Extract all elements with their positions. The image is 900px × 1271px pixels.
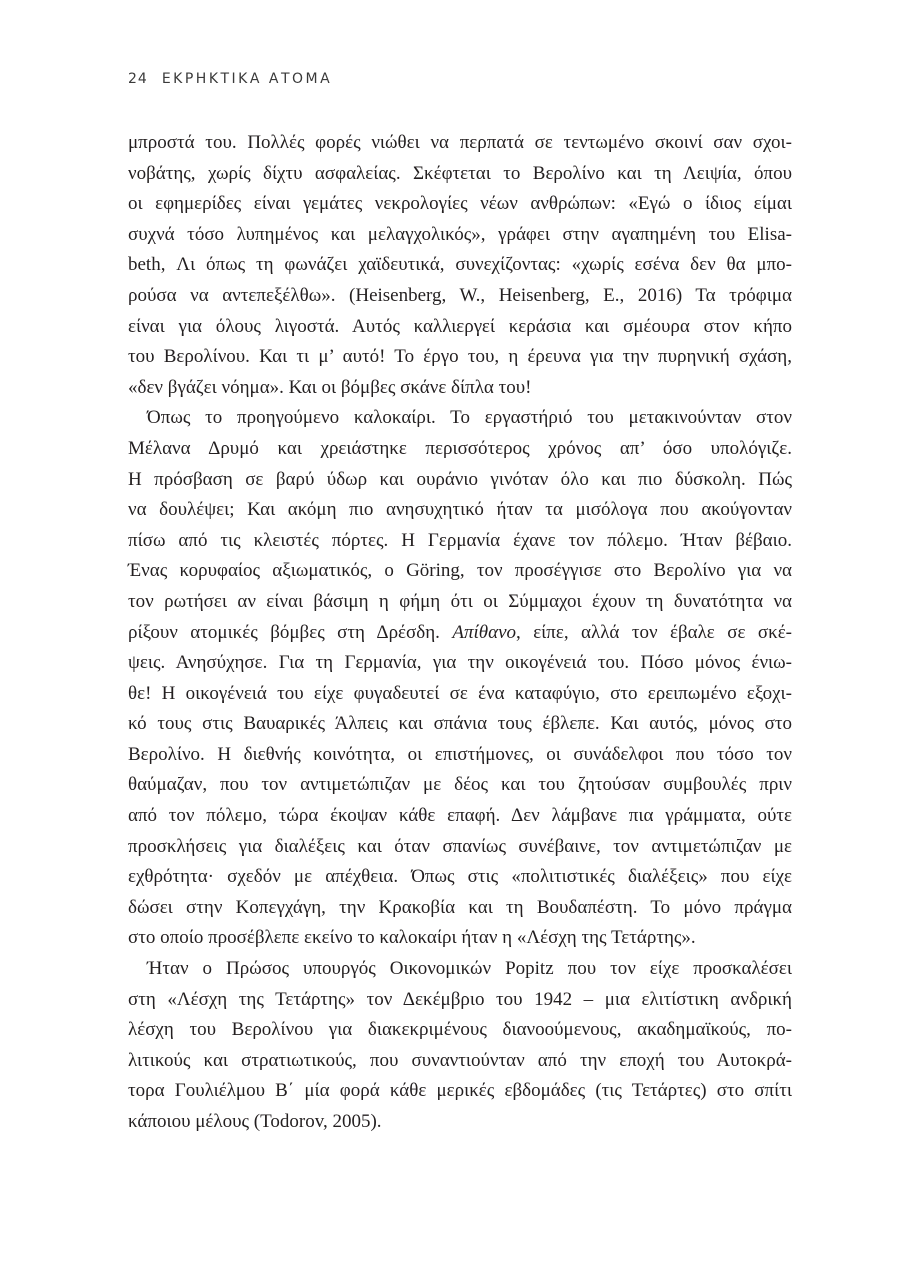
- text-line: λέσχη του Βερολίνου για διακεκριμένους διανοούμενους, ακαδημαϊκούς, πο-: [128, 1019, 792, 1041]
- text-line: ρούσα να αντεπεξέλθω». (Heisenberg, W., Heisenberg, E., 2016) Τα τρόφιμα: [128, 284, 792, 306]
- text-line: προσκλήσεις για διαλέξεις και όταν σπανίως συνέβαινε, τον αντιμετώπιζαν με: [128, 835, 792, 857]
- text-line: «δεν βγάζει νόημα». Και οι βόμβες σκάνε δίπλα του!: [128, 376, 532, 398]
- text-line: κό τους στις Βαυαρικές Άλπεις και σπάνια τους έβλεπε. Και αυτός, μόνος στο: [128, 713, 792, 735]
- text-line: Ένας κορυφαίος αξιωματικός, ο Göring, τον προσέγγισε στο Βερολίνο για να: [128, 560, 792, 582]
- text-line: Όπως το προηγούμενο καλοκαίρι. Το εργαστήριό του μετακινούνταν στον: [147, 407, 792, 429]
- text-line: να δουλέψει; Και ακόμη πιο ανησυχητικό ήταν τα μισόλογα που ακούγονταν: [128, 499, 792, 521]
- text-line: πίσω από τις κλειστές πόρτες. Η Γερμανία έχανε τον πόλεμο. Ήταν βέβαιο.: [128, 529, 792, 551]
- text-line: ψεις. Ανησύχησε. Για τη Γερμανία, για την οικογένειά του. Πόσο μόνος ένιω-: [128, 652, 792, 674]
- text-line: beth, Λι όπως τη φωνάζει χαϊδευτικά, συνεχίζοντας: «χωρίς εσένα δεν θα μπο-: [128, 254, 792, 276]
- text-line: στη «Λέσχη της Τετάρτης» τον Δεκέμβριο του 1942 – μια ελιτίστικη ανδρική: [128, 988, 792, 1010]
- paragraph-1: [128, 128, 792, 403]
- text-line: δώσει στην Κοπεγχάγη, την Κρακοβία και τη Βουδαπέστη. Το μόνο πράγμα: [128, 896, 792, 918]
- text-line: τορα Γουλιέλμου Β΄ μία φορά κάθε μερικές εβδομάδες (τις Τετάρτες) στο σπίτι: [128, 1080, 792, 1102]
- running-head: [128, 71, 332, 87]
- book-title: ΕΚΡΗΚΤΙΚΑ ΑΤΟΜΑ: [161, 71, 333, 87]
- text-line: οι εφημερίδες είναι γεμάτες νεκρολογίες νέων ανθρώπων: «Εγώ ο ίδιος είμαι: [128, 193, 792, 215]
- text-line: θαύμαζαν, που τον αντιμετώπιζαν με δέος και του ζητούσαν συμβουλές πριν: [128, 774, 792, 796]
- text-run: ρίξουν ατομικές βόμβες στη Δρέσδη.: [128, 621, 453, 643]
- text-line: είναι για όλους λιγοστά. Αυτός καλλιεργεί κεράσια και σμέουρα στον κήπο: [128, 315, 792, 337]
- text-line: συχνά τόσο λυπημένος και μελαγχολικός», γράφει στην αγαπημένη του Elisa-: [128, 223, 792, 245]
- page-number: 24: [128, 71, 148, 87]
- text-line: τον ρωτήσει αν είναι βάσιμη η φήμη ότι οι Σύμμαχοι έχουν τη δυνατότητα να: [128, 590, 792, 612]
- text-line: μπροστά του. Πολλές φορές νιώθει να περπατά σε τεντωμένο σκοινί σαν σχοι-: [128, 132, 792, 153]
- text-line: νοβάτης, χωρίς δίχτυ ασφαλείας. Σκέφτεται το Βερολίνο και τη Λειψία, όπου: [128, 162, 792, 184]
- text-line: Βερολίνο. Η διεθνής κοινότητα, οι επιστήμονες, οι συνάδελφοι που τόσο τον: [128, 743, 792, 765]
- text-line: Μέλανα Δρυμό και χρειάστηκε περισσότερος χρόνος απ’ όσο υπολόγιζε.: [128, 437, 792, 459]
- text-line: κάποιου μέλους (Todorov, 2005).: [128, 1111, 382, 1132]
- body-text: [128, 128, 792, 1138]
- paragraph-2: [128, 403, 792, 954]
- text-line-with-italic: [128, 618, 792, 649]
- text-line: λιτικούς και στρατιωτικούς, που συναντιούνταν από την εποχή του Αυτοκρά-: [128, 1049, 792, 1071]
- text-line: από τον πόλεμο, τώρα έκοψαν κάθε επαφή. Δεν λάμβανε πια γράμματα, ούτε: [128, 805, 792, 827]
- text-line: Ήταν ο Πρώσος υπουργός Οικονομικών Popitz που τον είχε προσκαλέσει: [147, 958, 792, 980]
- text-line: του Βερολίνου. Και τι μ’ αυτό! Το έργο του, η έρευνα για την πυρηνική σχάση,: [128, 346, 792, 368]
- text-line: Η πρόσβαση σε βαρύ ύδωρ και ουράνιο γινόταν όλο και πιο δύσκολη. Πώς: [128, 468, 792, 490]
- italic-word: Απίθανο: [452, 621, 517, 643]
- text-line: εχθρότητα· σχεδόν με απέχθεια. Όπως στις «πολιτιστικές διαλέξεις» που είχε: [128, 866, 792, 888]
- paragraph-3: [128, 954, 792, 1138]
- text-line: στο οποίο προσέβλεπε εκείνο το καλοκαίρι ήταν η «Λέσχη της Τετάρτης».: [128, 927, 696, 949]
- text-run: , είπε, αλλά τον έβαλε σε σκέ-: [516, 621, 792, 643]
- text-line: θε! Η οικογένειά του είχε φυγαδευτεί σε ένα καταφύγιο, στο ερειπωμένο εξοχι-: [128, 682, 792, 704]
